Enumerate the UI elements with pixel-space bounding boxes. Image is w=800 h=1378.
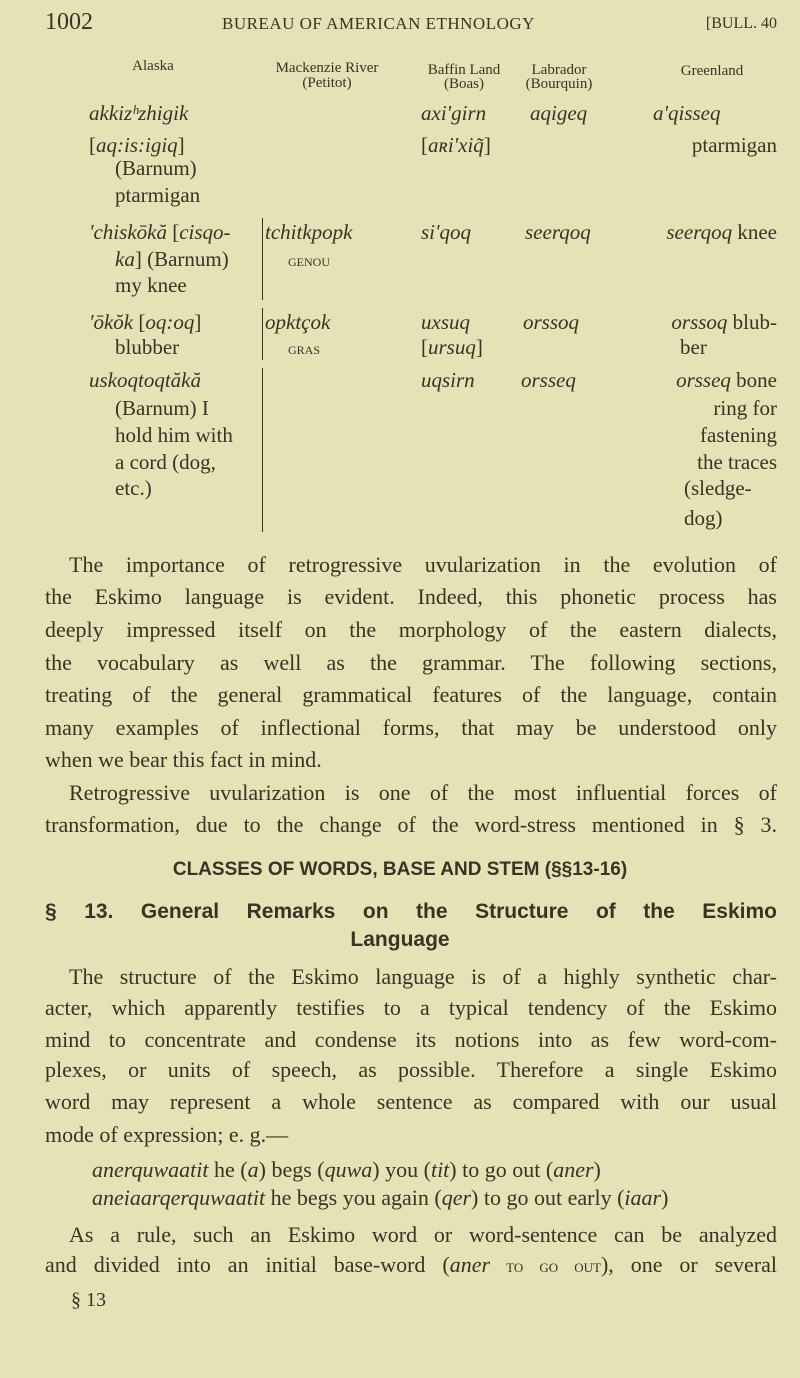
italic-text: ka: [115, 247, 135, 271]
text-line: [45, 744, 322, 776]
greenland-cell-line: [680, 332, 707, 362]
baffin-cell-line: [421, 365, 475, 395]
text-segment: As a rule, such an Eskimo word or word-sentence can be analyzed: [69, 1222, 777, 1247]
labrador-cell-line: [521, 365, 576, 395]
text-line: [45, 614, 777, 646]
italic-text: a'qisseq: [653, 101, 721, 125]
italic-text: 'chiskōkă: [89, 220, 167, 244]
text-segment: (Barnum): [115, 156, 197, 180]
italic-text: orsseq: [676, 368, 731, 392]
italic-text: akkizʰzhigik: [89, 101, 189, 125]
greenland-cell-line: [600, 393, 777, 423]
baffin-cell-line: [421, 130, 491, 160]
text-segment: ring for: [713, 396, 777, 420]
text-segment: blubber: [115, 335, 180, 359]
alaska-cell-line: [89, 365, 201, 395]
mackenzie-cell-line: [288, 244, 330, 274]
italic-text: uxsuq: [421, 310, 470, 334]
text-segment: [: [421, 133, 428, 157]
text-segment: ) you (: [372, 1157, 431, 1182]
italic-text: 'ōkŏk: [89, 310, 134, 334]
italic-text: quwa: [324, 1157, 373, 1182]
text-segment: ) to go out early (: [471, 1185, 625, 1210]
italic-text: aqigeq: [530, 101, 588, 125]
italic-text: seerqoq: [525, 220, 591, 244]
text-segment: mind to concentrate and condense its notions into as few word-com-: [45, 1027, 777, 1052]
text-segment: [: [89, 133, 96, 157]
text-segment: the Eskimo language is evident. Indeed, this phonetic process has: [45, 584, 777, 609]
text-line: [45, 1054, 777, 1086]
italic-text: tchitkpopk: [265, 220, 353, 244]
text-segment: Retrogressive uvularization is one of the most influential forces of: [69, 780, 777, 805]
italic-text: si'qoq: [421, 220, 471, 244]
column-source-mackenzie: (Petitot): [302, 75, 352, 91]
mackenzie-cell-line: [288, 332, 320, 362]
text-segment: fastening: [700, 423, 777, 447]
section-heading: CLASSES OF WORDS, BASE AND STEM (§§13-16): [172, 859, 628, 880]
alaska-cell-line: [89, 217, 231, 247]
text-segment: ber: [680, 335, 707, 359]
text-segment: he (: [208, 1157, 248, 1182]
alaska-cell-line: [115, 332, 179, 362]
bulletin-number: [BULL. 40: [705, 15, 777, 32]
alaska-cell-line: [115, 473, 152, 503]
text-segment: ]: [475, 335, 483, 359]
mackenzie-cell-line: [265, 217, 352, 247]
text-segment: acter, which apparently testifies to a typical tendency of the Eskimo: [45, 995, 777, 1020]
column-source-baffin: (Boas): [444, 76, 484, 92]
italic-text: aneiaarqerquwaatit: [92, 1185, 266, 1210]
running-title: BUREAU OF AMERICAN ETHNOLOGY: [222, 14, 535, 33]
small-caps-text: gras: [288, 338, 321, 358]
text-line: [69, 549, 777, 581]
text-line: [45, 581, 777, 613]
small-caps-text: genou: [288, 250, 330, 270]
subsection-heading: § 13. General Remarks on the Structure of the Eskimo: [45, 900, 777, 923]
italic-text: anerquwaatit: [92, 1157, 209, 1182]
text-line: [45, 1086, 777, 1118]
text-line: [45, 1119, 288, 1151]
italic-text: cisqo-: [179, 220, 231, 244]
italic-text: axi'girn: [421, 101, 487, 125]
italic-text: ursuq: [428, 335, 476, 359]
greenland-cell-line: [600, 420, 777, 450]
small-caps-text: to go out: [490, 1256, 601, 1277]
example-line: [92, 1182, 668, 1214]
text-line: [45, 809, 777, 841]
greenland-cell-line: [684, 473, 752, 503]
baffin-cell-line: [421, 217, 471, 247]
text-segment: my knee: [115, 273, 187, 297]
text-segment: dog): [684, 506, 723, 530]
alaska-cell-line: [115, 420, 233, 450]
italic-text: orssoq: [523, 310, 580, 334]
baffin-cell-line: [421, 98, 486, 128]
text-line: [69, 961, 777, 993]
greenland-cell-line: [600, 217, 777, 247]
italic-text: uqsirn: [421, 368, 475, 392]
text-line: [45, 679, 777, 711]
alaska-cell-line: [89, 98, 188, 128]
text-segment: transformation, due to the change of the word-stress mentioned in § 3.: [45, 812, 777, 837]
text-segment: The importance of retrogressive uvularization in the evolution of: [69, 552, 777, 577]
italic-text: uskoqtoqtăkă: [89, 368, 201, 392]
labrador-cell-line: [530, 98, 587, 128]
text-segment: word may represent a whole sentence as compared with our usual: [45, 1089, 777, 1114]
text-segment: many examples of inflectional forms, that may be understood only: [45, 715, 777, 740]
text-segment: [: [133, 310, 146, 334]
text-segment: [: [166, 220, 180, 244]
column-header-labrador: Labrador: [531, 62, 587, 78]
italic-text: aʀi'xiq̃: [428, 133, 484, 157]
italic-text: aq:is:igiq: [96, 133, 178, 157]
italic-text: aner: [553, 1157, 594, 1182]
alaska-cell-line: [115, 393, 209, 423]
column-header-baffin: Baffin Land: [427, 62, 501, 78]
italic-text: seerqoq: [666, 220, 733, 244]
text-segment: ptarmigan: [115, 183, 201, 207]
text-segment: bone: [730, 368, 777, 392]
text-segment: ): [593, 1157, 601, 1182]
footer-section-marker: § 13: [71, 1289, 106, 1311]
text-segment: he begs you again (: [265, 1185, 442, 1210]
alaska-cell-line: [115, 270, 187, 300]
text-segment: ) to go out (: [449, 1157, 554, 1182]
text-segment: ), one or several: [600, 1252, 777, 1277]
text-segment: ) begs (: [258, 1157, 325, 1182]
text-segment: and divided into an initial base-word (: [45, 1252, 450, 1277]
text-segment: ]: [177, 133, 185, 157]
text-segment: when we bear this fact in mind.: [45, 747, 322, 772]
text-line: [45, 1249, 777, 1281]
italic-text: orsseq: [521, 368, 576, 392]
alaska-cell-line: [115, 180, 200, 210]
page-number: 1002: [45, 9, 93, 35]
text-segment: (Barnum) I: [115, 396, 209, 420]
text-segment: etc.): [115, 476, 152, 500]
text-segment: knee: [732, 220, 777, 244]
text-segment: ]: [194, 310, 202, 334]
labrador-cell-line: [523, 307, 579, 337]
text-line: [69, 1219, 777, 1251]
greenland-cell-line: [600, 130, 777, 160]
text-line: [45, 992, 777, 1024]
text-segment: The structure of the Eskimo language is of a highly synthetic char-: [69, 964, 777, 989]
text-segment: blub-: [727, 310, 777, 334]
text-segment: (sledge-: [684, 476, 752, 500]
text-segment: a cord (dog,: [115, 450, 216, 474]
text-segment: deeply impressed itself on the morphology of the eastern dialects,: [45, 617, 777, 642]
text-segment: ): [661, 1185, 669, 1210]
text-segment: the vocabulary as well as the grammar. The following sections,: [45, 650, 777, 675]
brace-divider: [262, 308, 263, 360]
italic-text: tit: [430, 1157, 450, 1182]
text-segment: plexes, or units of speech, as possible. Therefore a single Eskimo: [45, 1057, 777, 1082]
italic-text: qer: [441, 1185, 472, 1210]
text-segment: treating of the general grammatical features of the language, contain: [45, 682, 777, 707]
text-segment: [: [421, 335, 428, 359]
text-segment: the traces: [697, 450, 777, 474]
baffin-cell-line: [421, 332, 483, 362]
text-line: [45, 712, 777, 744]
italic-text: aner: [449, 1252, 491, 1277]
italic-text: oq:oq: [145, 310, 195, 334]
subsection-heading-continued: Language: [350, 928, 450, 951]
labrador-cell-line: [525, 217, 591, 247]
alaska-cell-line: [115, 153, 197, 183]
text-line: [45, 1024, 777, 1056]
greenland-cell-line: [684, 503, 723, 533]
column-source-labrador: (Bourquin): [525, 76, 593, 92]
italic-text: orssoq: [671, 310, 728, 334]
italic-text: a: [247, 1157, 259, 1182]
text-segment: hold him with: [115, 423, 233, 447]
text-line: [45, 647, 777, 679]
greenland-cell-line: [600, 365, 777, 395]
text-segment: ]: [483, 133, 491, 157]
brace-divider: [262, 368, 263, 532]
text-segment: mode of expression; e. g.—: [45, 1122, 289, 1147]
column-header-mackenzie: Mackenzie River: [275, 60, 379, 76]
italic-text: iaar: [624, 1185, 662, 1210]
text-segment: ] (Barnum): [134, 247, 229, 271]
text-line: [69, 777, 777, 809]
column-header-greenland: Greenland: [680, 63, 744, 79]
text-segment: ptarmigan: [691, 133, 777, 157]
greenland-cell-line: [653, 98, 721, 128]
column-header-alaska: Alaska: [132, 58, 174, 74]
italic-text: opktçok: [265, 310, 331, 334]
brace-divider: [262, 218, 263, 300]
